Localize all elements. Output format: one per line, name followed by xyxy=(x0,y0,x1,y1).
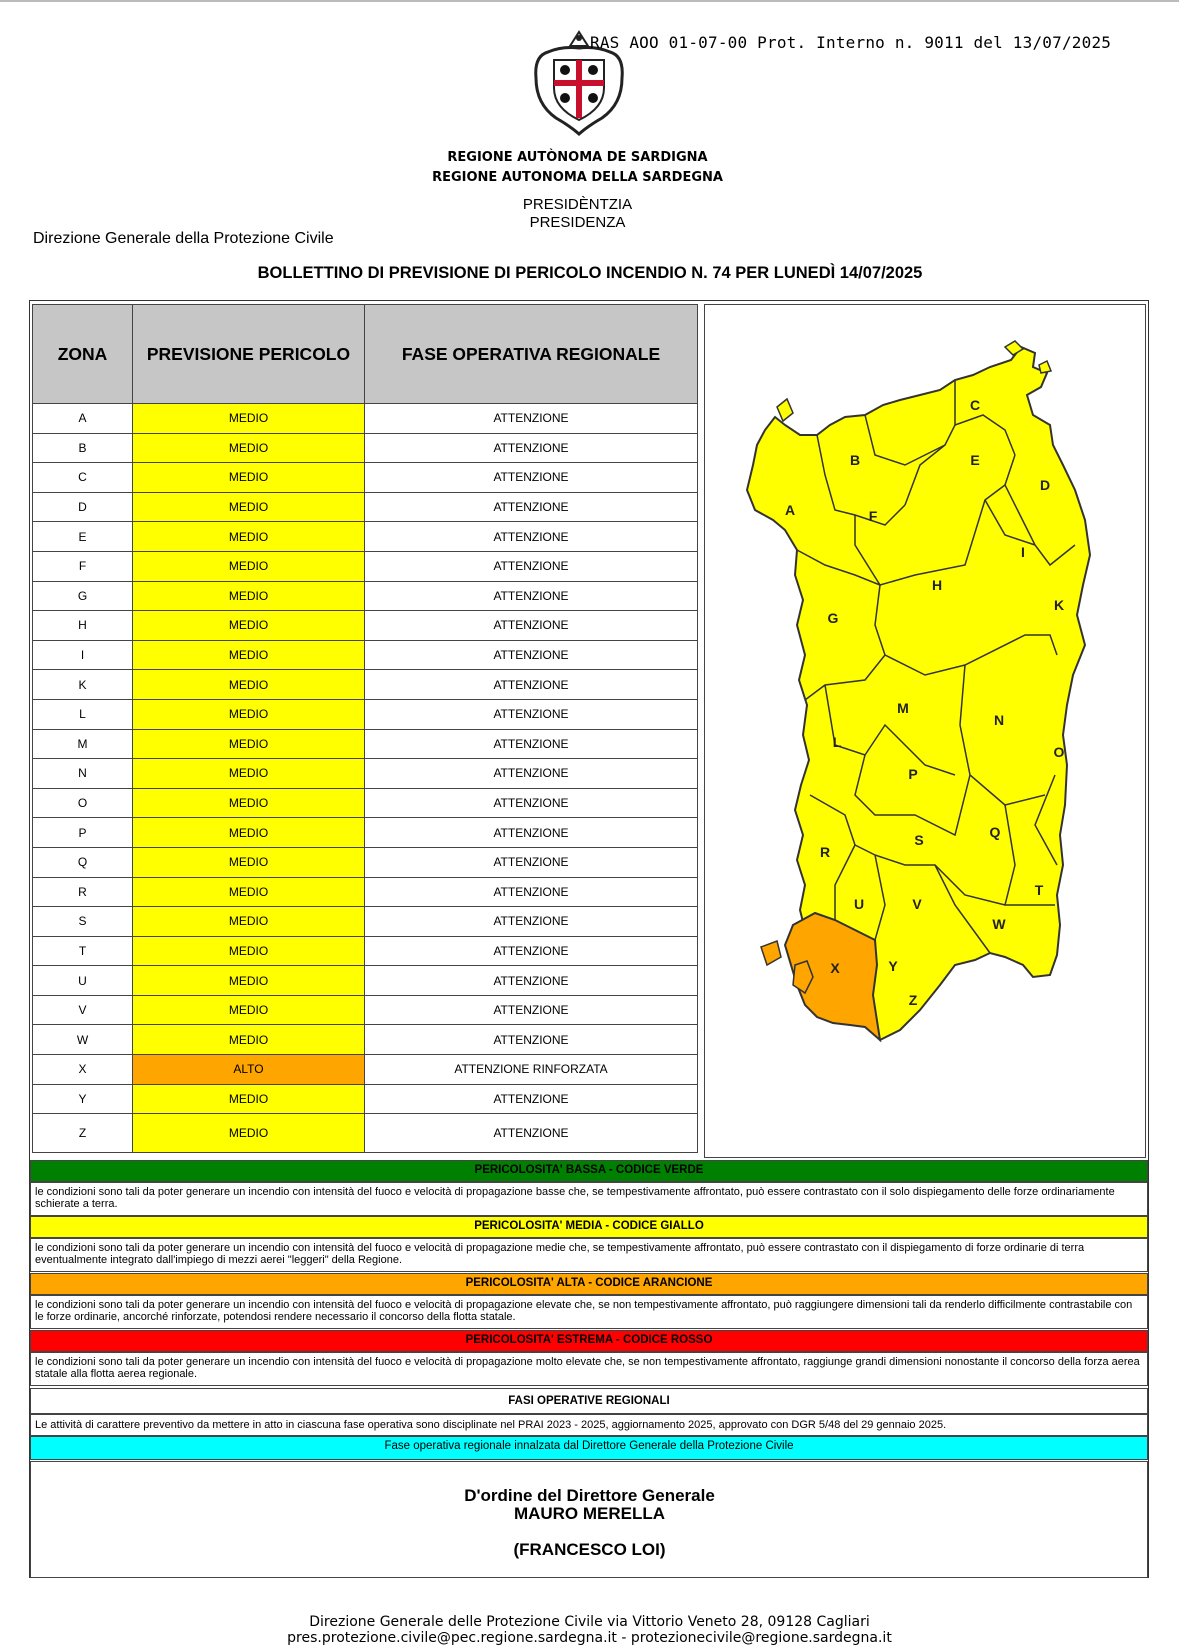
legend-yellow-text: le condizioni sono tali da poter generare un incendio con intensità del fuoco e velocità di propagazione medie che, se tempestivamente affrontato, può essere contrastato con il dispiegamento di forze ordinarie di terra eventualmente integrato dall'impiego di mezzi aerei "leggeri" della Regione. xyxy=(30,1238,1148,1272)
zone-letter: Z xyxy=(33,1114,133,1153)
map-label-a: A xyxy=(784,502,796,518)
operative-phase: ATTENZIONE xyxy=(365,966,698,996)
map-label-n: N xyxy=(993,712,1005,728)
footer-emails: pres.protezione.civile@pec.regione.sardegna.it - protezionecivile@regione.sardegna.it xyxy=(287,1630,892,1646)
operative-phase: ATTENZIONE xyxy=(365,611,698,641)
danger-level: MEDIO xyxy=(133,759,365,789)
map-label-h: H xyxy=(931,577,943,593)
map-label-p: P xyxy=(908,766,918,782)
operative-phase: ATTENZIONE xyxy=(365,877,698,907)
signature-signer: (FRANCESCO LOI) xyxy=(513,1540,666,1559)
danger-level: MEDIO xyxy=(133,492,365,522)
header-previsione: PREVISIONE PERICOLO xyxy=(133,305,365,404)
presidency-sardinian: PRESIDÈNTZIA xyxy=(522,196,633,213)
zone-letter: K xyxy=(33,670,133,700)
zone-row xyxy=(33,877,698,907)
footer-address: Direzione Generale delle Protezione Civile via Vittorio Veneto 28, 09128 Cagliari xyxy=(309,1614,870,1630)
operative-phase: ATTENZIONE xyxy=(365,847,698,877)
map-label-f: F xyxy=(868,508,878,524)
operative-phase: ATTENZIONE xyxy=(365,818,698,848)
operative-phase: ATTENZIONE RINFORZATA xyxy=(365,1055,698,1085)
zone-letter: G xyxy=(33,581,133,611)
danger-level: MEDIO xyxy=(133,1114,365,1153)
operative-phase: ATTENZIONE xyxy=(365,1025,698,1055)
operative-phase: ATTENZIONE xyxy=(365,788,698,818)
phases-text: Le attività di carattere preventivo da mettere in atto in ciascuna fase operativa sono disciplinate nel PRAI 2023 - 2025, aggiornamento 2025, approvato con DGR 5/48 del 29 gennaio 2025. xyxy=(30,1414,1148,1436)
zone-row xyxy=(33,404,698,434)
zone-row xyxy=(33,551,698,581)
operative-phase: ATTENZIONE xyxy=(365,729,698,759)
zone-letter: R xyxy=(33,877,133,907)
danger-level: MEDIO xyxy=(133,729,365,759)
zone-row xyxy=(33,1114,698,1153)
legend-orange-text: le condizioni sono tali da poter generare un incendio con intensità del fuoco e velocità di propagazione elevate che, se non tempestivamente affrontato, può raggiungere dimensioni tali da renderlo difficilmente contrastabile con le forze ordinarie, ancorché rinforzate, potendosi rendere necessario il concorso della flotta statale. xyxy=(30,1295,1148,1329)
zone-letter: S xyxy=(33,907,133,937)
map-label-x: X xyxy=(830,960,840,976)
map-label-r: R xyxy=(819,844,831,860)
zone-row xyxy=(33,1084,698,1114)
zone-letter: C xyxy=(33,463,133,493)
operative-phase: ATTENZIONE xyxy=(365,522,698,552)
legend-orange-title: PERICOLOSITA' ALTA - CODICE ARANCIONE xyxy=(30,1273,1148,1295)
danger-level: MEDIO xyxy=(133,699,365,729)
danger-level: MEDIO xyxy=(133,640,365,670)
sardinia-zone-map xyxy=(704,304,1146,1158)
zone-table-body xyxy=(33,404,698,1153)
zone-letter: I xyxy=(33,640,133,670)
danger-level: MEDIO xyxy=(133,670,365,700)
map-svg xyxy=(705,305,1145,1157)
zone-row xyxy=(33,433,698,463)
danger-level: MEDIO xyxy=(133,847,365,877)
zone-letter: O xyxy=(33,788,133,818)
danger-level: MEDIO xyxy=(133,404,365,434)
signature-director: MAURO MERELLA xyxy=(513,1504,666,1523)
map-label-u: U xyxy=(853,896,865,912)
danger-level: MEDIO xyxy=(133,551,365,581)
legend-green-title: PERICOLOSITA' BASSA - CODICE VERDE xyxy=(30,1160,1148,1182)
phases-title: FASI OPERATIVE REGIONALI xyxy=(30,1388,1148,1414)
zone-row xyxy=(33,788,698,818)
zone-letter: F xyxy=(33,551,133,581)
map-label-l: L xyxy=(832,734,842,750)
bulletin-title: BOLLETTINO DI PREVISIONE DI PERICOLO INCENDIO N. 74 PER LUNEDÌ 14/07/2025 xyxy=(257,264,923,282)
operative-phase: ATTENZIONE xyxy=(365,463,698,493)
zone-letter: E xyxy=(33,522,133,552)
danger-level: MEDIO xyxy=(133,581,365,611)
zone-row xyxy=(33,581,698,611)
legend-red-text: le condizioni sono tali da poter generare un incendio con intensità del fuoco e velocità di propagazione molto elevate che, se non tempestivamente affrontato, raggiunge grandi dimensioni nonostante il concorso della forza aerea statale alla flotta aerea regionale. xyxy=(30,1352,1148,1386)
zone-row xyxy=(33,463,698,493)
operative-phase: ATTENZIONE xyxy=(365,907,698,937)
zone-letter: U xyxy=(33,966,133,996)
danger-level: MEDIO xyxy=(133,1025,365,1055)
danger-level: MEDIO xyxy=(133,877,365,907)
danger-level: MEDIO xyxy=(133,1084,365,1114)
protocol-number: RAS AOO 01-07-00 Prot. Interno n. 9011 del 13/07/2025 xyxy=(590,33,1112,52)
department-name: Direzione Generale della Protezione Civile xyxy=(33,230,334,247)
operative-phase: ATTENZIONE xyxy=(365,551,698,581)
zone-row xyxy=(33,759,698,789)
operative-phase: ATTENZIONE xyxy=(365,433,698,463)
zone-letter: A xyxy=(33,404,133,434)
operative-phase: ATTENZIONE xyxy=(365,581,698,611)
map-label-q: Q xyxy=(989,824,1001,840)
zone-letter: Q xyxy=(33,847,133,877)
danger-level: MEDIO xyxy=(133,463,365,493)
map-label-e: E xyxy=(970,452,980,468)
map-label-m: M xyxy=(897,700,909,716)
zone-letter: N xyxy=(33,759,133,789)
operative-phase: ATTENZIONE xyxy=(365,670,698,700)
legend-red-title: PERICOLOSITA' ESTREMA - CODICE ROSSO xyxy=(30,1330,1148,1352)
operative-phase: ATTENZIONE xyxy=(365,640,698,670)
region-name-italian: REGIONE AUTONOMA DELLA SARDEGNA xyxy=(432,170,723,185)
zone-letter: P xyxy=(33,818,133,848)
operative-phase: ATTENZIONE xyxy=(365,1084,698,1114)
presidency-italian: PRESIDENZA xyxy=(529,214,626,231)
map-label-b: B xyxy=(849,452,861,468)
raised-phase-note: Fase operativa regionale innalzata dal Direttore Generale della Protezione Civile xyxy=(30,1436,1148,1460)
operative-phase: ATTENZIONE xyxy=(365,759,698,789)
zone-letter: L xyxy=(33,699,133,729)
map-label-c: C xyxy=(969,397,981,413)
zone-letter: X xyxy=(33,1055,133,1085)
map-label-w: W xyxy=(992,916,1006,932)
operative-phase: ATTENZIONE xyxy=(365,699,698,729)
operative-phase: ATTENZIONE xyxy=(365,404,698,434)
zone-row xyxy=(33,611,698,641)
zone-letter: W xyxy=(33,1025,133,1055)
zone-row xyxy=(33,936,698,966)
zone-letter: V xyxy=(33,995,133,1025)
signature-line-1: D'ordine del Direttore Generale xyxy=(464,1486,715,1505)
zone-row xyxy=(33,818,698,848)
danger-level: MEDIO xyxy=(133,522,365,552)
zone-letter: Y xyxy=(33,1084,133,1114)
map-islet-san-pietro xyxy=(761,941,781,965)
header-fase: FASE OPERATIVA REGIONALE xyxy=(365,305,698,404)
map-islet xyxy=(777,399,793,421)
zone-row xyxy=(33,729,698,759)
danger-level: MEDIO xyxy=(133,936,365,966)
danger-level: MEDIO xyxy=(133,433,365,463)
zone-letter: B xyxy=(33,433,133,463)
map-label-i: I xyxy=(1021,544,1025,560)
operative-phase: ATTENZIONE xyxy=(365,1114,698,1153)
danger-level: ALTO xyxy=(133,1055,365,1085)
zone-row xyxy=(33,1055,698,1085)
danger-level: MEDIO xyxy=(133,907,365,937)
top-rule xyxy=(0,0,1179,2)
operative-phase: ATTENZIONE xyxy=(365,995,698,1025)
legend-green-text: le condizioni sono tali da poter generare un incendio con intensità del fuoco e velocità di propagazione basse che, se tempestivamente affrontato, può essere contrastato con il solo dispiegamento delle forze ordinariamente schierate a terra. xyxy=(30,1182,1148,1216)
zone-letter: H xyxy=(33,611,133,641)
zone-row xyxy=(33,966,698,996)
zone-letter: D xyxy=(33,492,133,522)
zone-letter: T xyxy=(33,936,133,966)
danger-level: MEDIO xyxy=(133,818,365,848)
map-label-o: O xyxy=(1053,744,1065,760)
map-label-y: Y xyxy=(888,958,898,974)
danger-level: MEDIO xyxy=(133,995,365,1025)
map-label-v: V xyxy=(912,896,922,912)
map-label-s: S xyxy=(914,832,924,848)
zone-table xyxy=(32,304,698,1153)
danger-level: MEDIO xyxy=(133,966,365,996)
danger-level: MEDIO xyxy=(133,788,365,818)
zone-row xyxy=(33,699,698,729)
map-label-g: G xyxy=(827,610,839,626)
operative-phase: ATTENZIONE xyxy=(365,936,698,966)
zone-row xyxy=(33,995,698,1025)
zone-row xyxy=(33,670,698,700)
map-label-z: Z xyxy=(908,992,918,1008)
zone-letter: M xyxy=(33,729,133,759)
legend-yellow-title: PERICOLOSITA' MEDIA - CODICE GIALLO xyxy=(30,1216,1148,1238)
zone-row xyxy=(33,847,698,877)
map-label-d: D xyxy=(1039,477,1051,493)
zone-row xyxy=(33,522,698,552)
operative-phase: ATTENZIONE xyxy=(365,492,698,522)
map-label-k: K xyxy=(1053,597,1065,613)
region-name-sardinian: REGIONE AUTÒNOMA DE SARDIGNA xyxy=(447,150,708,165)
zone-row xyxy=(33,640,698,670)
map-label-t: T xyxy=(1034,882,1044,898)
zone-row xyxy=(33,492,698,522)
zone-row xyxy=(33,1025,698,1055)
danger-level: MEDIO xyxy=(133,611,365,641)
header-zona: ZONA xyxy=(33,305,133,404)
zone-row xyxy=(33,907,698,937)
map-islet xyxy=(1039,361,1051,373)
